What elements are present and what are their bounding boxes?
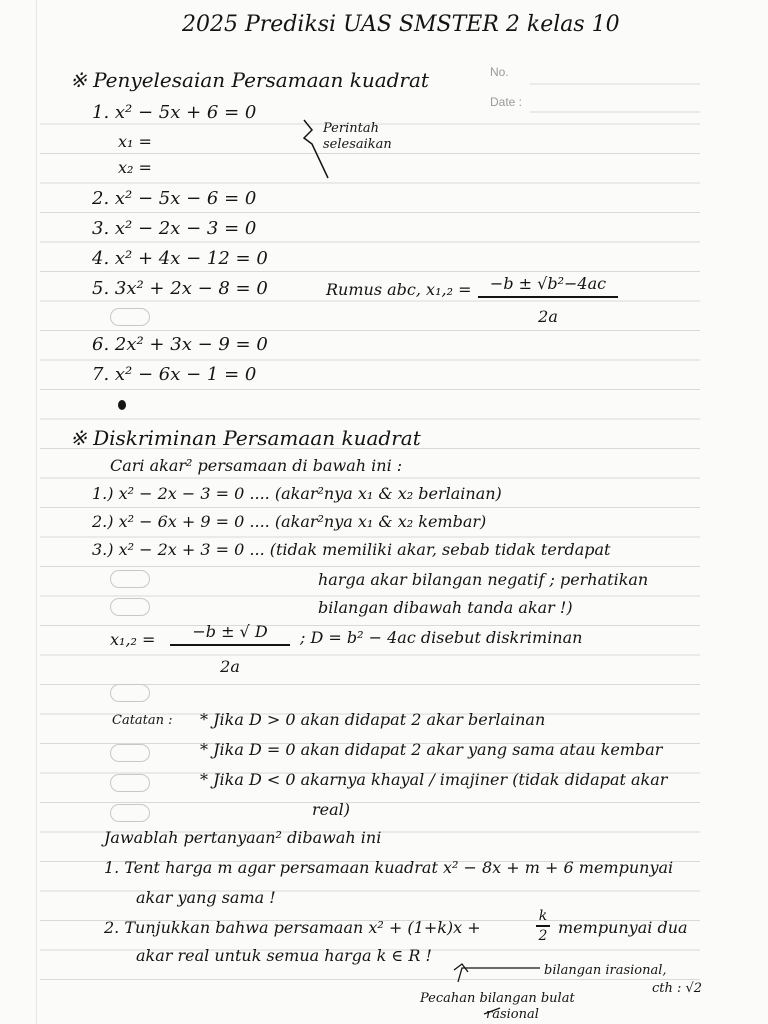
instruction-line2: selesaikan (323, 137, 392, 152)
example-2: 2.) x² − 6x + 9 = 0 .... (akar²nya x₁ & x₂ kembar) (92, 512, 487, 531)
question-2: 2. x² − 5x − 6 = 0 (92, 188, 257, 209)
question-5: 5. 3x² + 2x − 8 = 0 (92, 278, 268, 299)
date-label: Date : (490, 95, 523, 109)
example-1: 1.) x² − 2x − 3 = 0 .... (akar²nya x₁ & x₂ berlainan) (92, 484, 502, 503)
x1-label: x₁ = (118, 132, 152, 151)
answer-box (110, 684, 150, 702)
discriminant-formula-fraction (170, 622, 290, 676)
note-2: * Jika D = 0 akan didapat 2 akar yang sama atau kembar (200, 740, 663, 759)
k-over-2-fraction (536, 908, 550, 944)
section2-heading: ※ Diskriminan Persamaan kuadrat (70, 426, 421, 450)
x2-label: x₂ = (118, 158, 152, 177)
example-3: 3.) x² − 2x + 3 = 0 ... (tidak memiliki akar, sebab tidak terdapat (92, 540, 611, 559)
instruction-line1: Perintah (323, 121, 379, 136)
discriminant-fraction-bar (170, 644, 290, 646)
catatan-label: Catatan : (112, 713, 173, 728)
fraction-bar (536, 925, 550, 927)
question-1: 1. x² − 5x + 6 = 0 (92, 102, 257, 123)
note-1: * Jika D > 0 akan didapat 2 akar berlainan (200, 710, 546, 729)
abc-denominator: 2a (538, 307, 558, 326)
discriminant-note: ; D = b² − 4ac disebut diskriminan (300, 628, 583, 647)
problem-2-end: mempunyai dua (558, 918, 688, 937)
annotation-rational: rasional (486, 1007, 539, 1022)
question-6: 6. 2x² + 3x − 9 = 0 (92, 334, 268, 355)
question-4: 4. x² + 4x − 12 = 0 (92, 248, 268, 269)
margin-line (36, 0, 37, 1024)
question-3: 3. x² − 2x − 3 = 0 (92, 218, 257, 239)
note-3-line2: real) (312, 800, 351, 819)
fraction-denominator: 2 (538, 928, 548, 944)
discriminant-denominator: 2a (220, 657, 240, 676)
note-3: * Jika D < 0 akarnya khayal / imajiner (tidak didapat akar (200, 770, 668, 789)
example-3-line3: bilangan dibawah tanda akar !) (318, 598, 573, 617)
fraction-numerator: k (538, 908, 548, 924)
discriminant-formula-lhs: x₁,₂ = (110, 630, 156, 649)
abc-fraction-bar (478, 296, 618, 298)
answer-box (110, 598, 150, 616)
ink-dot (118, 400, 126, 410)
annotation-left: Pecahan bilangan bulat (420, 991, 575, 1006)
no-label: No. (490, 65, 509, 79)
question-7: 7. x² − 6x − 1 = 0 (92, 364, 257, 385)
problem-1-line2: akar yang sama ! (136, 888, 276, 907)
annotation-irrational: bilangan irasional, (544, 963, 667, 978)
abc-formula-fraction (478, 274, 618, 326)
page-title: 2025 Prediksi UAS SMSTER 2 kelas 10 (182, 12, 620, 37)
problem-2: 2. Tunjukkan bahwa persamaan x² + (1+k)x + (104, 918, 481, 937)
abc-numerator: −b ± √b²−4ac (489, 274, 607, 293)
answer-box (110, 744, 150, 762)
section1-heading: ※ Penyelesaian Persamaan kuadrat (70, 68, 429, 92)
answer-box (110, 774, 150, 792)
section3-intro: Jawablah pertanyaan² dibawah ini (104, 828, 382, 847)
annotation-example: cth : √2 (652, 981, 703, 996)
section2-intro: Cari akar² persamaan di bawah ini : (110, 456, 403, 475)
problem-2-line2: akar real untuk semua harga k ∈ R ! (136, 946, 432, 965)
problem-1: 1. Tent harga m agar persamaan kuadrat x² − 8x + m + 6 mempunyai (104, 858, 674, 877)
example-3-line2: harga akar bilangan negatif ; perhatikan (318, 570, 649, 589)
discriminant-numerator: −b ± √ D (192, 622, 268, 641)
answer-box (110, 308, 150, 326)
answer-box (110, 570, 150, 588)
bracket-mark (298, 116, 338, 186)
answer-box (110, 804, 150, 822)
abc-formula-label: Rumus abc, x₁,₂ = (326, 280, 472, 299)
